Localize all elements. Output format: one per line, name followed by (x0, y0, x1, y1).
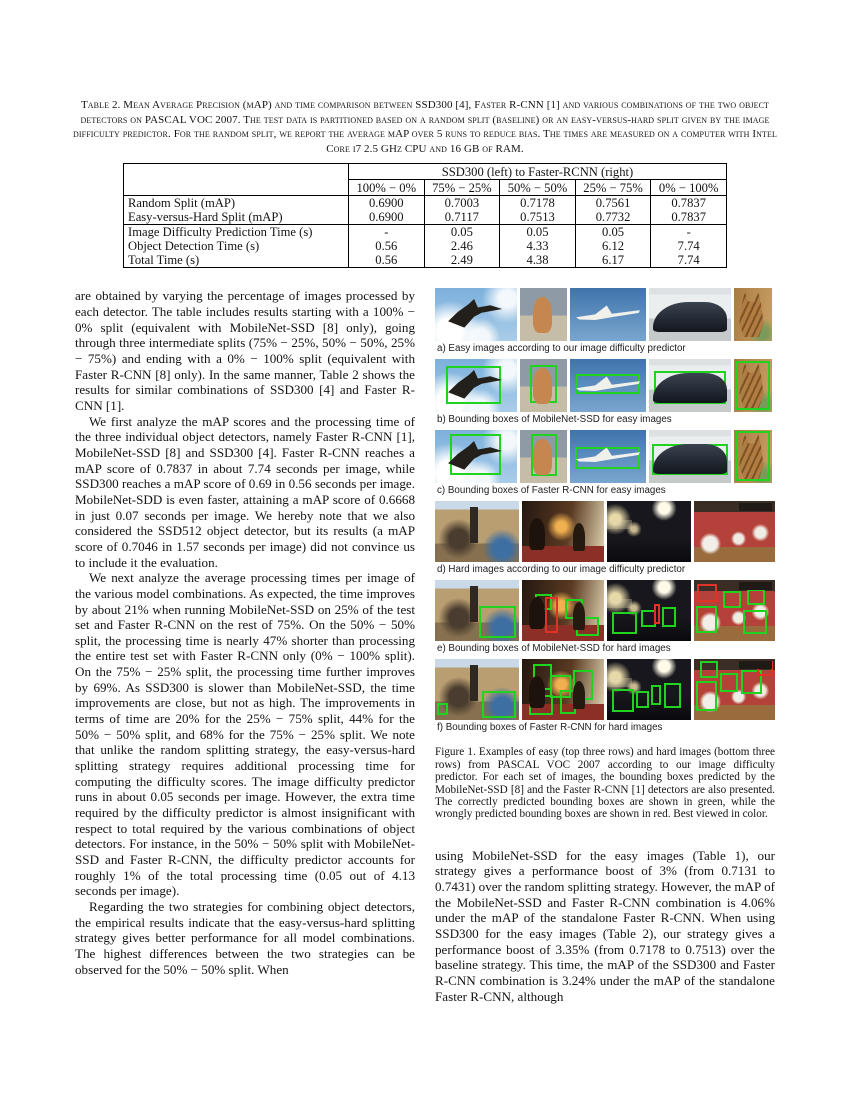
correct-bounding-box (662, 607, 675, 627)
correct-bounding-box (575, 447, 640, 468)
photo-street (607, 659, 691, 720)
table-cell: 0.7837 (651, 210, 727, 225)
table-span-header: SSD300 (left) to Faster-RCNN (right) (349, 164, 727, 180)
photo-cat (734, 430, 772, 483)
correct-bounding-box (652, 444, 727, 475)
correct-bounding-box (612, 689, 634, 712)
table-cell: 2.49 (424, 253, 500, 268)
table-col-header-2: 50% − 50% (500, 180, 576, 196)
table-corner-cell (124, 164, 349, 196)
table-cell: 0.7732 (575, 210, 651, 225)
table-cell: 0.05 (500, 225, 576, 240)
correct-bounding-box (530, 365, 556, 403)
correct-bounding-box (437, 703, 449, 715)
correct-bounding-box (651, 685, 661, 705)
table-row-label: Random Split (mAP) (124, 196, 349, 211)
correct-bounding-box (736, 361, 770, 410)
table-cell: 4.38 (500, 253, 576, 268)
correct-bounding-box (700, 661, 718, 678)
correct-bounding-box (696, 681, 717, 710)
table-row (124, 253, 727, 268)
table-cell: 0.6900 (349, 210, 425, 225)
photo-dinner (522, 580, 604, 641)
photo-dog (520, 430, 567, 483)
correct-bounding-box (529, 695, 554, 716)
photo-dog (520, 288, 567, 341)
correct-bounding-box (531, 434, 556, 476)
correct-bounding-box (479, 606, 517, 638)
table-col-header-4: 0% − 100% (651, 180, 727, 196)
table-row (124, 196, 727, 211)
correct-bounding-box (560, 690, 576, 714)
photo-dinner (522, 659, 604, 720)
table-row (124, 210, 727, 225)
results-table-wrapper (123, 163, 727, 268)
table-cell: 0.7513 (500, 210, 576, 225)
body-paragraph: We first analyze the mAP scores and the processing time of the three individual object detectors, namely Faster R-CNN [1], MobileNet-SSD [8] and SSD300 [4]. Faster R-CNN reaches a mAP score of 0.7837 in about 7.74 seconds per image, while SSD300 reaches a mAP score of 0.69 in 0.56 seconds per image. MobileNet-SDD is even faster, attaining a mAP score of 0.6668 in just 0.07 seconds per image. We hereby note that we also considered the SSD512 object detector, but its results (a mAP score of 0.7046 in 1.57 seconds per image) did not convince us to include it the evaluation. (75, 413, 415, 570)
results-table-head (124, 164, 727, 196)
table-col-header-1: 75% − 25% (424, 180, 500, 196)
figure-row-f (435, 659, 775, 720)
table-caption: Table 2. Mean Average Precision (mAP) and time comparison between SSD300 [4], Faster R-CNN [1] and various combinations of the two object detectors on PASCAL VOC 2007. The test data is partitioned based on a random split (baseline) or an easy-versus-hard split given by the image difficulty predictor. For the random split, we report the average mAP over 5 runs to reduce bias. The times are measured on a computer with Intel Core i7 2.5 GHz CPU and 16 GB of RAM. (73, 99, 777, 155)
photo-dinner (522, 501, 604, 562)
table-cell: 0.7178 (500, 196, 576, 211)
figure-caption: Figure 1. Examples of easy (top three rows) and hard images (bottom three rows) from PASCAL VOC 2007 according to our image difficulty predictor. For each set of images, the bounding boxes predicted by the MobileNet-SSD [8] and the Faster R-CNN [1] detectors are also presented. The correctly predicted bounding boxes are shown in green, while the wrongly predicted bounding boxes are shown in red. Best viewed in color. (435, 746, 775, 821)
photo-cat (734, 359, 772, 412)
body-paragraph: using MobileNet-SSD for the easy images (Table 1), our strategy gives a performance boost of 3% (from 0.7131 to 0.7431) over the random splitting strategy. However, the mAP of the MobileNet-SSD and Faster R-CNN combination is 4.06% under the mAP of the standalone Faster R-CNN. When using SSD300 for the easy images (Table 2), our strategy gives a performance boost of 3.35% (from 0.7178 to 0.7513) over the baseline strategy. This time, the mAP of the SSD300 and Faster R-CNN combination is 3.24% under the mAP of the standalone Faster R-CNN, although (435, 847, 775, 1004)
correct-bounding-box (743, 610, 767, 634)
table-cell: 4.33 (500, 239, 576, 253)
correct-bounding-box (533, 664, 551, 690)
photo-bird (435, 288, 517, 341)
table-row (124, 225, 727, 240)
photo-table (694, 659, 775, 720)
wrong-bounding-box (545, 597, 558, 632)
photo-bird (435, 359, 517, 412)
wrong-bounding-box (757, 661, 773, 677)
table-col-header-0: 100% − 0% (349, 180, 425, 196)
table-cell: 0.7561 (575, 196, 651, 211)
photo-harbor (435, 501, 519, 562)
photo-car (649, 288, 731, 341)
photo-table (694, 501, 775, 562)
correct-bounding-box (450, 434, 501, 475)
photo-car (649, 359, 731, 412)
table-cell: 2.46 (424, 239, 500, 253)
table-cell: 0.56 (349, 239, 425, 253)
table-cell: 0.7837 (651, 196, 727, 211)
table-cell: 0.6900 (349, 196, 425, 211)
body-paragraph: We next analyze the average processing times per image of the various model combinations. As expected, the time improves by about 21% when running MobileNet-SSD on 25% of the test set and Faster R-CNN on the rest of 75%. On the 50% − 50% split, the processing time is nearly 47% shorter than processing the entire test set with Faster R-CNN only (0% − 100% split). On the 75% − 25% split, the processing time further improves by 69%. As SSD300 is slower than MobileNet-SSD, the time improvements are close, but not as high. The improvements in terms of time are 20% for the 25% − 75% split, 44% for the 50% − 50% split, and 68% for the 75% − 25% split. We note that unlike the random splitting strategy, the easy-versus-hard splitting strategy requires additional processing time for computing the difficulty scores. The image difficulty predictor runs in about 0.05 seconds per image. However, the extra time required by the difficulty predictor is almost insignificant with respect to total required by the various combinations of object detectors. For instance, in the 50% − 50% split with MobileNet-SSD and Faster R-CNN, the difficulty predictor accounts for roughly 1% of the total processing time (0.05 out of 4.13 seconds per image). (75, 570, 415, 899)
correct-bounding-box (636, 691, 649, 708)
photo-harbor (435, 659, 519, 720)
photo-table (694, 580, 775, 641)
figure-row-b (435, 359, 775, 412)
table-cell: 0.56 (349, 253, 425, 268)
photo-cat (734, 288, 772, 341)
wrong-bounding-box (654, 604, 660, 625)
figure-subcaption-a: a) Easy images according to our image difficulty predictor (437, 343, 686, 355)
right-column (435, 288, 775, 1004)
correct-bounding-box (482, 691, 516, 718)
table-cell: 7.74 (651, 239, 727, 253)
figure-subcaption-e: e) Bounding boxes of MobileNet-SSD for hard images (437, 643, 671, 655)
correct-bounding-box (720, 673, 738, 693)
photo-plane (570, 288, 646, 341)
table-cell: 0.05 (575, 225, 651, 240)
table-cell: 0.05 (424, 225, 500, 240)
correct-bounding-box (696, 606, 717, 633)
correct-bounding-box (446, 366, 500, 404)
correct-bounding-box (612, 612, 637, 634)
correct-bounding-box (664, 683, 681, 709)
table-cell: 0.7003 (424, 196, 500, 211)
photo-car (649, 430, 731, 483)
body-paragraph: are obtained by varying the percentage of images processed by each detector. The table includes results starting with a 100% − 0% split (equivalent with MobileNet-SSD [8] only), going through three intermediate splits (75% − 25%, 50% − 50%, 25% − 75%) and ending with a 0% − 100% split (equivalent with Faster R-CNN [8] only). In the same manner, Table 2 shows the results for similar combinations of SSD300 [4] and Faster R-CNN [1]. (75, 288, 415, 413)
photo-street (607, 501, 691, 562)
figure-subcaption-c: c) Bounding boxes of Faster R-CNN for easy images (437, 485, 666, 497)
figure-subcaption-f: f) Bounding boxes of Faster R-CNN for hard images (437, 722, 663, 734)
table-cell: 7.74 (651, 253, 727, 268)
left-column (75, 288, 415, 1004)
body-paragraph: Regarding the two strategies for combining object detectors, the empirical results indicate that the easy-versus-hard splitting strategy gives better performance for all model combinations. The highest differences between the two strategies can be observed for the 50% − 50% split. When (75, 898, 415, 977)
figure-row-e (435, 580, 775, 641)
photo-bird (435, 430, 517, 483)
photo-plane (570, 430, 646, 483)
correct-bounding-box (576, 374, 640, 394)
table-row (124, 239, 727, 253)
results-table-body (124, 196, 727, 268)
table-row-label: Easy-versus-Hard Split (mAP) (124, 210, 349, 225)
correct-bounding-box (576, 617, 599, 637)
results-table (123, 163, 727, 268)
figure-subcaption-b: b) Bounding boxes of MobileNet-SSD for easy images (437, 414, 672, 426)
figure-row-d (435, 501, 775, 562)
table-cell: 0.7117 (424, 210, 500, 225)
correct-bounding-box (747, 589, 765, 605)
table-cell: 6.12 (575, 239, 651, 253)
figure-row-a (435, 288, 775, 341)
correct-bounding-box (723, 591, 741, 608)
photo-plane (570, 359, 646, 412)
table-cell: - (349, 225, 425, 240)
table-cell: 6.17 (575, 253, 651, 268)
photo-harbor (435, 580, 519, 641)
photo-street (607, 580, 691, 641)
table-row-label: Object Detection Time (s) (124, 239, 349, 253)
table-cell: - (651, 225, 727, 240)
wrong-bounding-box (697, 584, 716, 602)
photo-dog (520, 359, 567, 412)
table-row-label: Image Difficulty Prediction Time (s) (124, 225, 349, 240)
two-column-body (75, 288, 775, 1004)
figure-collage (435, 288, 775, 733)
figure-row-c (435, 430, 775, 483)
correct-bounding-box (736, 431, 769, 481)
correct-bounding-box (654, 371, 726, 404)
table-col-header-3: 25% − 75% (575, 180, 651, 196)
table-row-label: Total Time (s) (124, 253, 349, 268)
figure-subcaption-d: d) Hard images according to our image difficulty predictor (437, 564, 686, 576)
